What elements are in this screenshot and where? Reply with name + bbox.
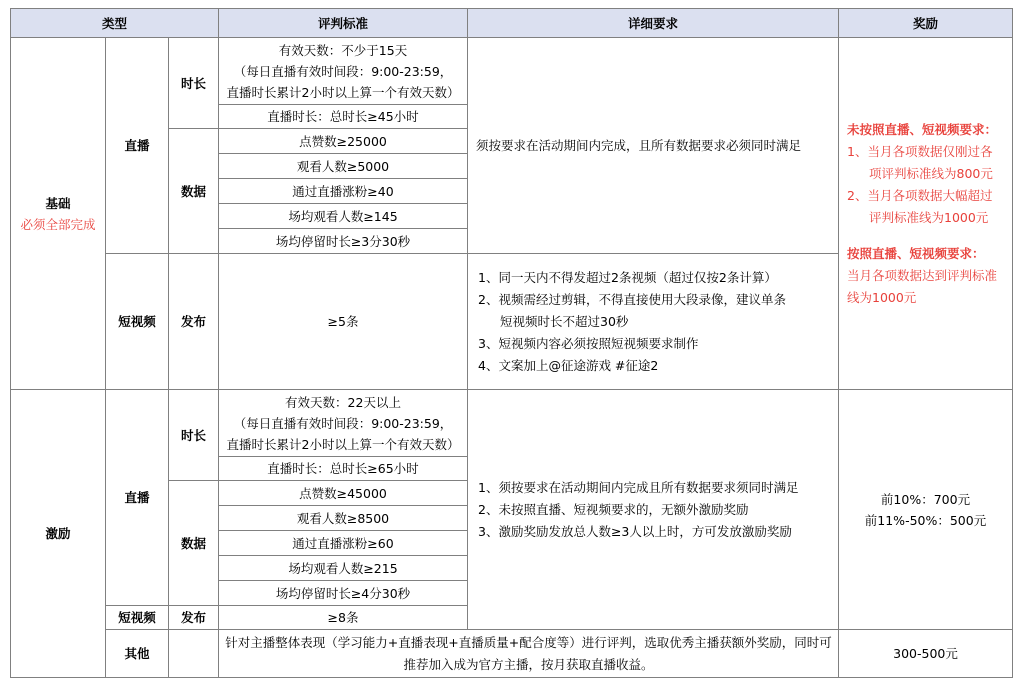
incentive-detail [468, 390, 839, 630]
header-criteria: 评判标准 [219, 9, 468, 38]
incentive-live-label: 直播 [106, 390, 169, 606]
incentive-duration-line: （每日直播有效时间段：9:00-23:59， [233, 415, 453, 431]
basic-total-duration: 直播时长：总时长≥45小时 [219, 105, 468, 129]
basic-reward-cell [839, 38, 1013, 390]
basic-publish-label: 发布 [169, 254, 219, 390]
incentive-publish-label: 发布 [169, 606, 219, 630]
basic-video-count: ≥5条 [219, 254, 468, 390]
basic-subtitle: 必须全部完成 [20, 216, 96, 232]
incentive-other-reward: 300-500元 [839, 630, 1013, 678]
incentive-reward-line: 前10%：700元 [880, 491, 971, 507]
basic-duration-line: 有效天数：不少于15天 [278, 42, 408, 58]
incentive-total-duration: 直播时长：总时长≥65小时 [219, 457, 468, 481]
incentive-data-item: 场均观看人数≥215 [219, 556, 468, 581]
basic-data-item: 通过直播涨粉≥40 [219, 179, 468, 204]
basic-reward-line: 项评判标准线为800元 [869, 165, 993, 181]
reward-criteria-table [10, 8, 1013, 678]
incentive-detail-line: 2、未按照直播、短视频要求的，无额外激励奖励 [478, 501, 749, 517]
basic-data-label: 数据 [169, 129, 219, 254]
basic-duration-cell [219, 38, 468, 105]
basic-video-label: 短视频 [106, 254, 169, 390]
basic-live-label: 直播 [106, 38, 169, 254]
basic-video-detail-line: 2、视频需经过剪辑，不得直接使用大段录像，建议单条 [478, 291, 786, 307]
basic-reward-line: 线为1000元 [847, 289, 917, 305]
incentive-data-item: 场均停留时长≥4分30秒 [219, 581, 468, 606]
basic-data-item: 场均观看人数≥145 [219, 204, 468, 229]
incentive-detail-line: 1、须按要求在活动期间内完成且所有数据要求须同时满足 [478, 479, 799, 495]
incentive-duration-cell [219, 390, 468, 457]
incentive-data-label: 数据 [169, 481, 219, 606]
incentive-data-item: 观看人数≥8500 [219, 506, 468, 531]
incentive-other-text: 针对主播整体表现（学习能力+直播表现+直播质量+配合度等）进行评判，选取优秀主播获额外奖励，同时可推荐加入成为官方主播，按月获取直播收益。 [219, 630, 839, 678]
incentive-data-item: 通过直播涨粉≥60 [219, 531, 468, 556]
basic-video-detail-line: 短视频时长不超过30秒 [500, 313, 629, 329]
basic-duration-line: （每日直播有效时间段：9:00-23:59， [233, 63, 453, 79]
incentive-title: 激励 [11, 390, 106, 678]
basic-data-item: 场均停留时长≥3分30秒 [219, 229, 468, 254]
incentive-video-label: 短视频 [106, 606, 169, 630]
basic-type-cell [11, 38, 106, 390]
basic-reward-line: 评判标准线为1000元 [869, 209, 989, 225]
basic-reward-line: 未按照直播、短视频要求： [847, 121, 998, 137]
header-row [11, 9, 1013, 38]
header-type: 类型 [11, 9, 219, 38]
basic-reward-line: 1、当月各项数据仅刚过各 [847, 143, 993, 159]
incentive-duration-line: 直播时长累计2小时以上算一个有效天数） [226, 436, 460, 452]
basic-video-detail-line: 3、短视频内容必须按照短视频要求制作 [478, 335, 699, 351]
incentive-detail-line: 3、激励奖励发放总人数≥3人以上时，方可发放激励奖励 [478, 523, 792, 539]
basic-data-item: 观看人数≥5000 [219, 154, 468, 179]
incentive-reward-cell [839, 390, 1013, 630]
incentive-other-empty [169, 630, 219, 678]
basic-live-detail: 须按要求在活动期间内完成，且所有数据要求必须同时满足 [468, 38, 839, 254]
basic-video-detail-line: 1、同一天内不得发超过2条视频（超过仅按2条计算） [478, 269, 777, 285]
incentive-reward-line: 前11%-50%：500元 [864, 512, 987, 528]
basic-data-item: 点赞数≥25000 [219, 129, 468, 154]
incentive-duration-label: 时长 [169, 390, 219, 481]
header-detail: 详细要求 [468, 9, 839, 38]
basic-reward-line: 按照直播、短视频要求： [847, 245, 985, 261]
basic-title: 基础 [45, 195, 71, 211]
basic-reward-line: 当月各项数据达到评判标准 [847, 267, 998, 283]
basic-video-detail [468, 254, 839, 390]
basic-reward-line: 2、当月各项数据大幅超过 [847, 187, 993, 203]
basic-video-detail-line: 4、文案加上@征途游戏 #征途2 [478, 357, 659, 373]
incentive-other-label: 其他 [106, 630, 169, 678]
header-reward: 奖励 [839, 9, 1013, 38]
basic-duration-label: 时长 [169, 38, 219, 129]
basic-duration-line: 直播时长累计2小时以上算一个有效天数） [226, 84, 460, 100]
incentive-data-item: 点赞数≥45000 [219, 481, 468, 506]
incentive-video-count: ≥8条 [219, 606, 468, 630]
incentive-duration-line: 有效天数：22天以上 [285, 394, 401, 410]
